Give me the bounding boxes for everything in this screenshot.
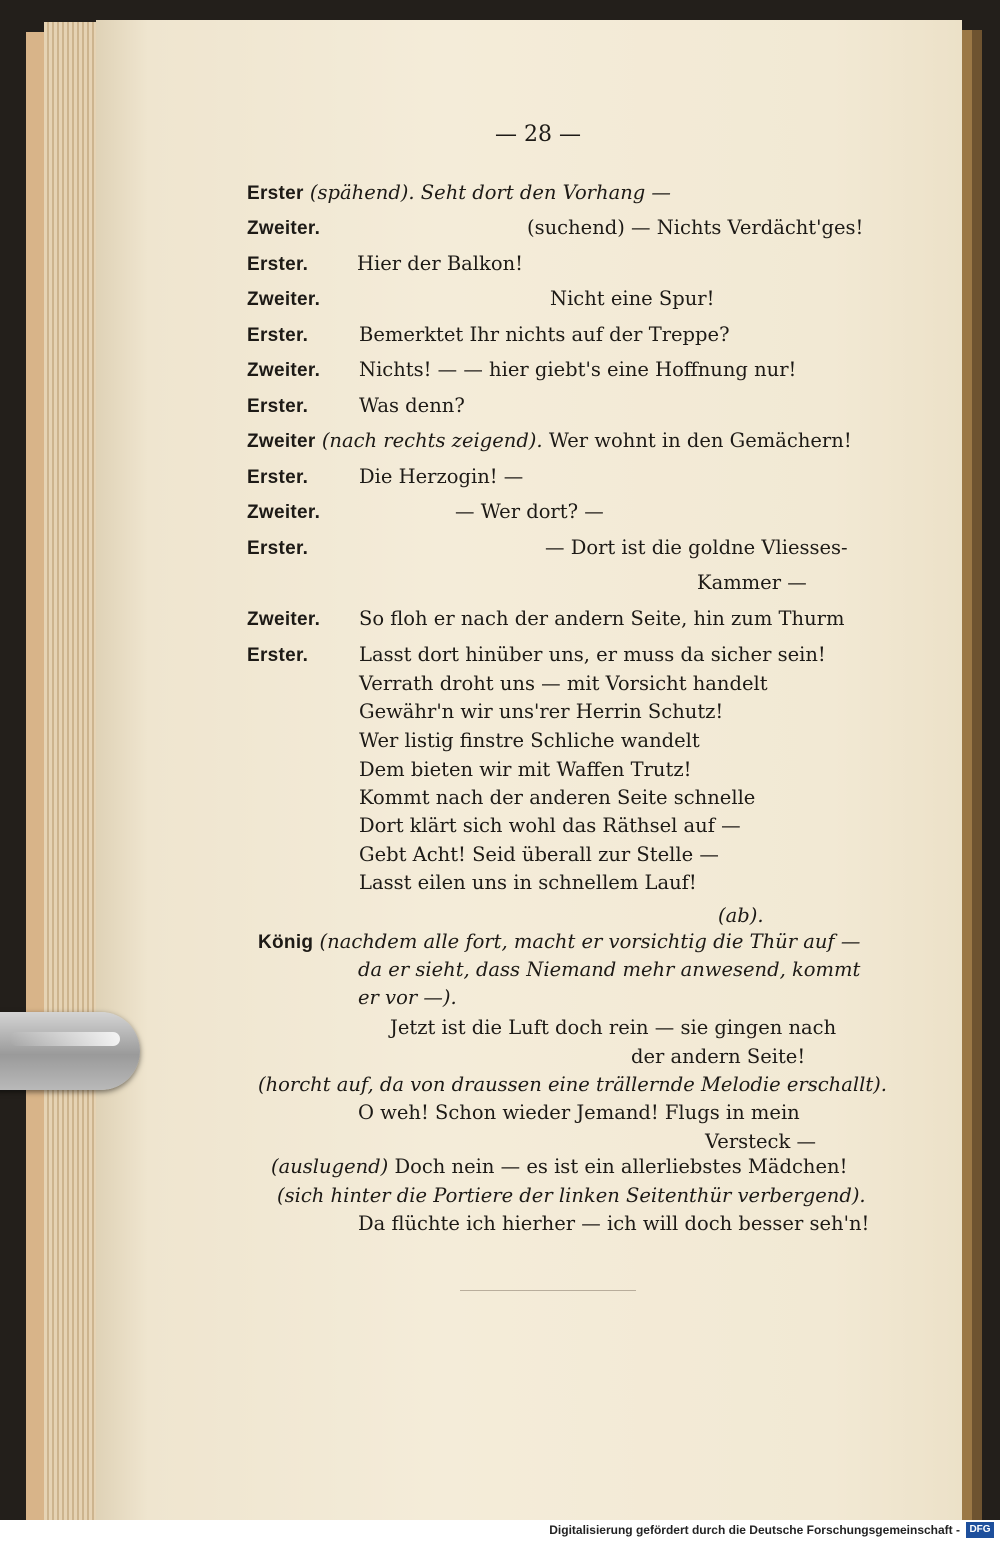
text-line (247, 536, 308, 561)
spoken-text: (suchend) — Nichts Verdächt'ges! (527, 216, 864, 239)
spoken-text: Dort klärt sich wohl das Räthsel auf — (359, 814, 741, 837)
speaker-name: Zweiter. (247, 502, 321, 523)
text-line (550, 287, 714, 311)
text-line (631, 1045, 805, 1069)
stage-direction: (horcht auf, da von draussen eine trällernde Melodie erschallt). (258, 1073, 887, 1096)
text-line (358, 986, 457, 1010)
text-line (359, 700, 723, 724)
speaker-name: Erster. (247, 254, 309, 275)
spoken-text: Kommt nach der anderen Seite schnelle (359, 786, 756, 809)
text-line (358, 1101, 800, 1125)
speaker-name: Zweiter (247, 431, 316, 452)
spoken-text: (spähend). Seht dort den Vorhang — (303, 181, 671, 204)
stage-direction: da er sieht, dass Niemand mehr anwesend, kommt (358, 958, 861, 981)
spoken-text: Lasst dort hinüber uns, er muss da sicher sein! (359, 643, 826, 666)
text-line (358, 958, 860, 982)
text-line (247, 358, 320, 383)
text-line (271, 1155, 847, 1179)
spoken-text: Verrath droht uns — mit Vorsicht handelt (359, 672, 768, 695)
speaker-name: Erster. (247, 396, 309, 417)
text-line (527, 216, 863, 240)
speaker-name: Zweiter. (247, 609, 321, 630)
text-line (258, 930, 860, 955)
spoken-text: Dem bieten wir mit Waffen Trutz! (359, 758, 692, 781)
text-line (247, 252, 308, 277)
spoken-text: Versteck — (705, 1130, 816, 1153)
funding-credit: Digitalisierung gefördert durch die Deutsche Forschungsgemeinschaft - (549, 1523, 960, 1537)
text-line (718, 904, 764, 928)
text-line (359, 871, 697, 895)
text-line (390, 1016, 836, 1040)
spoken-text: O weh! Schon wieder Jemand! Flugs in mein (358, 1101, 800, 1124)
speaker-name: Zweiter. (247, 360, 321, 381)
spoken-text: Doch nein — es ist ein allerliebstes Mädchen! (388, 1155, 848, 1178)
dfg-logo: DFG (966, 1522, 994, 1538)
spoken-text: der andern Seite! (631, 1045, 806, 1068)
speaker-name: Zweiter. (247, 289, 321, 310)
spoken-text: Gebt Acht! Seid überall zur Stelle — (359, 843, 719, 866)
text-line (359, 643, 826, 667)
spoken-text: Da flüchte ich hierher — ich will doch besser seh'n! (358, 1212, 870, 1235)
spoken-text: Die Herzogin! — (359, 465, 524, 488)
spoken-text: Hier der Balkon! (357, 252, 523, 275)
bleed-through-rule (460, 1290, 636, 1291)
spoken-text: Wer wohnt in den Gemächern! (548, 429, 852, 452)
spoken-text: — Dort ist die goldne Vliesses- (545, 536, 848, 559)
spoken-text: Jetzt ist die Luft doch rein — sie gingen nach (390, 1016, 837, 1039)
footer-bar (0, 1520, 1000, 1542)
text-line (357, 252, 523, 276)
text-line (359, 358, 796, 382)
spoken-text: Lasst eilen uns in schnellem Lauf! (359, 871, 697, 894)
text-line (247, 429, 852, 454)
book-cover-shadow (972, 30, 982, 1520)
text-line (697, 571, 807, 595)
speaker-name: Erster. (247, 538, 309, 559)
text-line (247, 181, 671, 206)
folder-clip (0, 1012, 140, 1090)
text-line (247, 394, 308, 419)
spoken-text: Nicht eine Spur! (550, 287, 715, 310)
text-line (359, 465, 523, 489)
stage-direction: (ab). (718, 904, 764, 927)
spoken-text: Kammer — (697, 571, 807, 594)
text-line (258, 1073, 887, 1097)
spoken-text: Was denn? (359, 394, 465, 417)
page-number: — 28 — (495, 122, 581, 147)
text-line (247, 216, 320, 241)
text-line (358, 1212, 869, 1236)
speaker-name: König (258, 932, 314, 953)
stage-direction: (nach rechts zeigend). (321, 429, 543, 452)
spoken-text: Nichts! — — hier giebt's eine Hoffnung nur! (359, 358, 797, 381)
spoken-text: — Wer dort? — (455, 500, 604, 523)
stage-direction: (nachdem alle fort, macht er vorsichtig die Thür auf — (319, 930, 861, 953)
speaker-name: Zweiter. (247, 218, 321, 239)
text-line (455, 500, 604, 524)
text-line (359, 843, 719, 867)
text-line (247, 500, 320, 525)
speaker-name: Erster. (247, 645, 309, 666)
text-line (359, 394, 465, 418)
spoken-text: Bemerktet Ihr nichts auf der Treppe? (359, 323, 730, 346)
text-line (359, 323, 730, 347)
text-line (247, 643, 308, 668)
stage-direction: er vor —). (358, 986, 457, 1009)
speaker-name: Erster. (247, 325, 309, 346)
text-line (359, 607, 844, 631)
spoken-text: Gewähr'n wir uns'rer Herrin Schutz! (359, 700, 724, 723)
text-line (359, 729, 700, 753)
text-line (247, 465, 308, 490)
speaker-name: Erster (247, 183, 304, 204)
text-line (247, 287, 320, 312)
text-line (359, 786, 755, 810)
spoken-text: Wer listig finstre Schliche wandelt (359, 729, 700, 752)
text-line (247, 607, 320, 632)
text-line (359, 672, 768, 696)
text-line (247, 323, 308, 348)
speaker-name: Erster. (247, 467, 309, 488)
text-line (277, 1184, 866, 1208)
spoken-text: So floh er nach der andern Seite, hin zum Thurm (359, 607, 845, 630)
text-line (545, 536, 848, 560)
text-line (359, 814, 741, 838)
folder-clip-highlight (10, 1032, 120, 1046)
text-line (359, 758, 691, 782)
text-line (705, 1130, 816, 1154)
stage-direction: (auslugend) (271, 1155, 389, 1178)
stage-direction: (sich hinter die Portiere der linken Seitenthür verbergend). (277, 1184, 866, 1207)
